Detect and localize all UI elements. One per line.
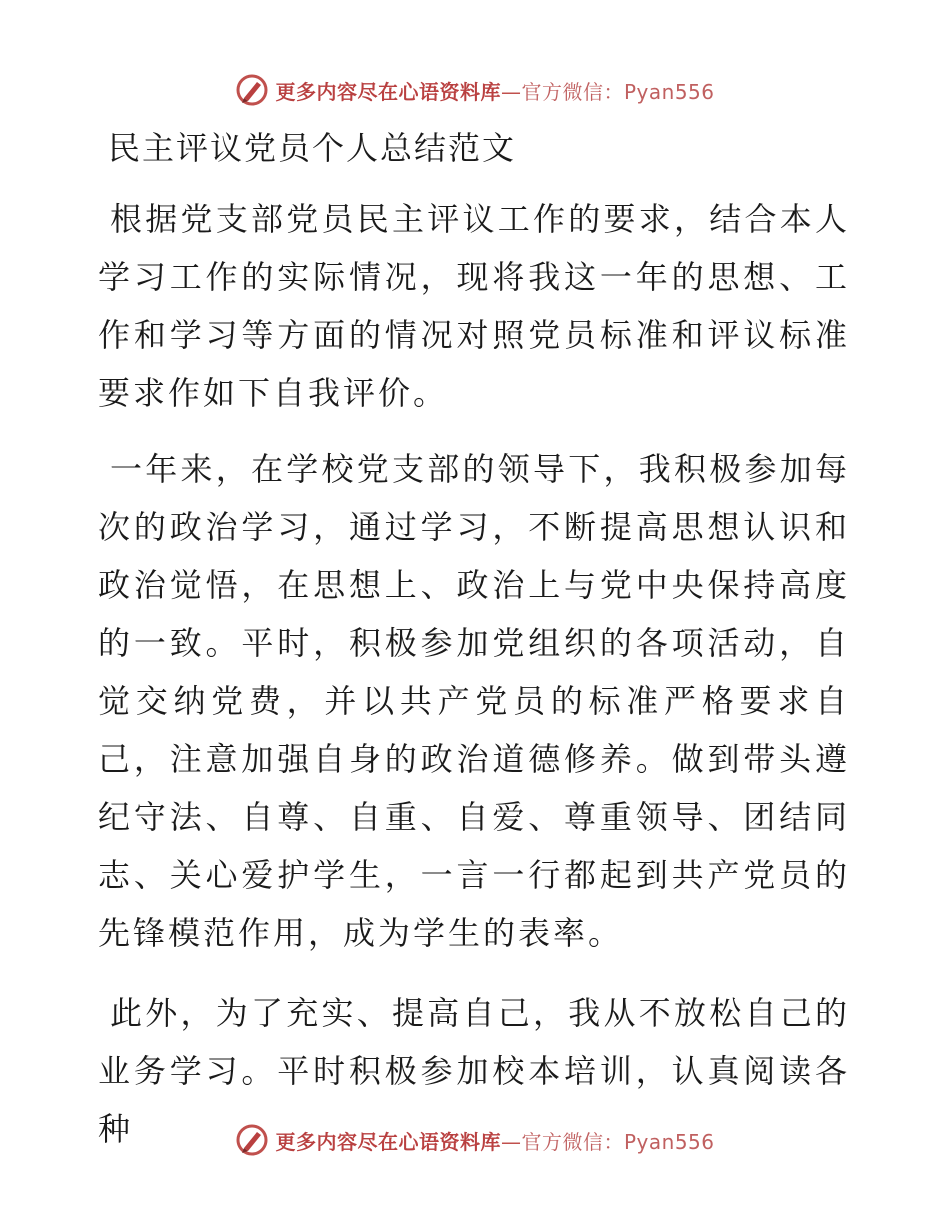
- pen-logo-icon: [235, 73, 269, 107]
- header-banner: [0, 70, 950, 110]
- banner-brand: 更多内容尽在心语资料库: [275, 1129, 501, 1154]
- banner-brand: 更多内容尽在心语资料库: [275, 79, 501, 104]
- paragraph-2: 一年来，在学校党支部的领导下，我积极参加每次的政治学习，通过学习，不断提高思想认识和政治觉悟，在思想上、政治上与党中央保持高度的一致。平时，积极参加党组织的各项活动，自觉交纳党费，并以共产党员的标准严格要求自己，注意加强自身的政治道德修养。做到带头遵纪守法、自尊、自重、自爱、尊重领导、团结同志、关心爱护学生，一言一行都起到共产党员的先锋模范作用，成为学生的表率。: [98, 450, 850, 952]
- banner-contact-id: Pyan556: [623, 1129, 715, 1154]
- document-title: 民主评议党员个人总结范文: [108, 129, 517, 167]
- banner-dash: —: [500, 79, 522, 104]
- paragraph-1: 根据党支部党员民主评议工作的要求，结合本人学习工作的实际情况，现将我这一年的思想、工作和学习等方面的情况对照党员标准和评议标准要求作如下自我评价。: [98, 200, 850, 412]
- pen-logo-icon: [235, 1123, 269, 1157]
- banner-dash: —: [500, 1129, 522, 1154]
- banner-contact-id: Pyan556: [623, 79, 715, 104]
- banner-contact-label: 官方微信：: [521, 79, 624, 104]
- footer-banner: [0, 1120, 950, 1160]
- banner-text: [275, 1126, 714, 1155]
- banner-text: [275, 76, 714, 105]
- paragraph-3: 此外，为了充实、提高自己，我从不放松自己的业务学习。平时积极参加校本培训，认真阅读各种: [98, 994, 850, 1148]
- banner-contact-label: 官方微信：: [521, 1129, 624, 1154]
